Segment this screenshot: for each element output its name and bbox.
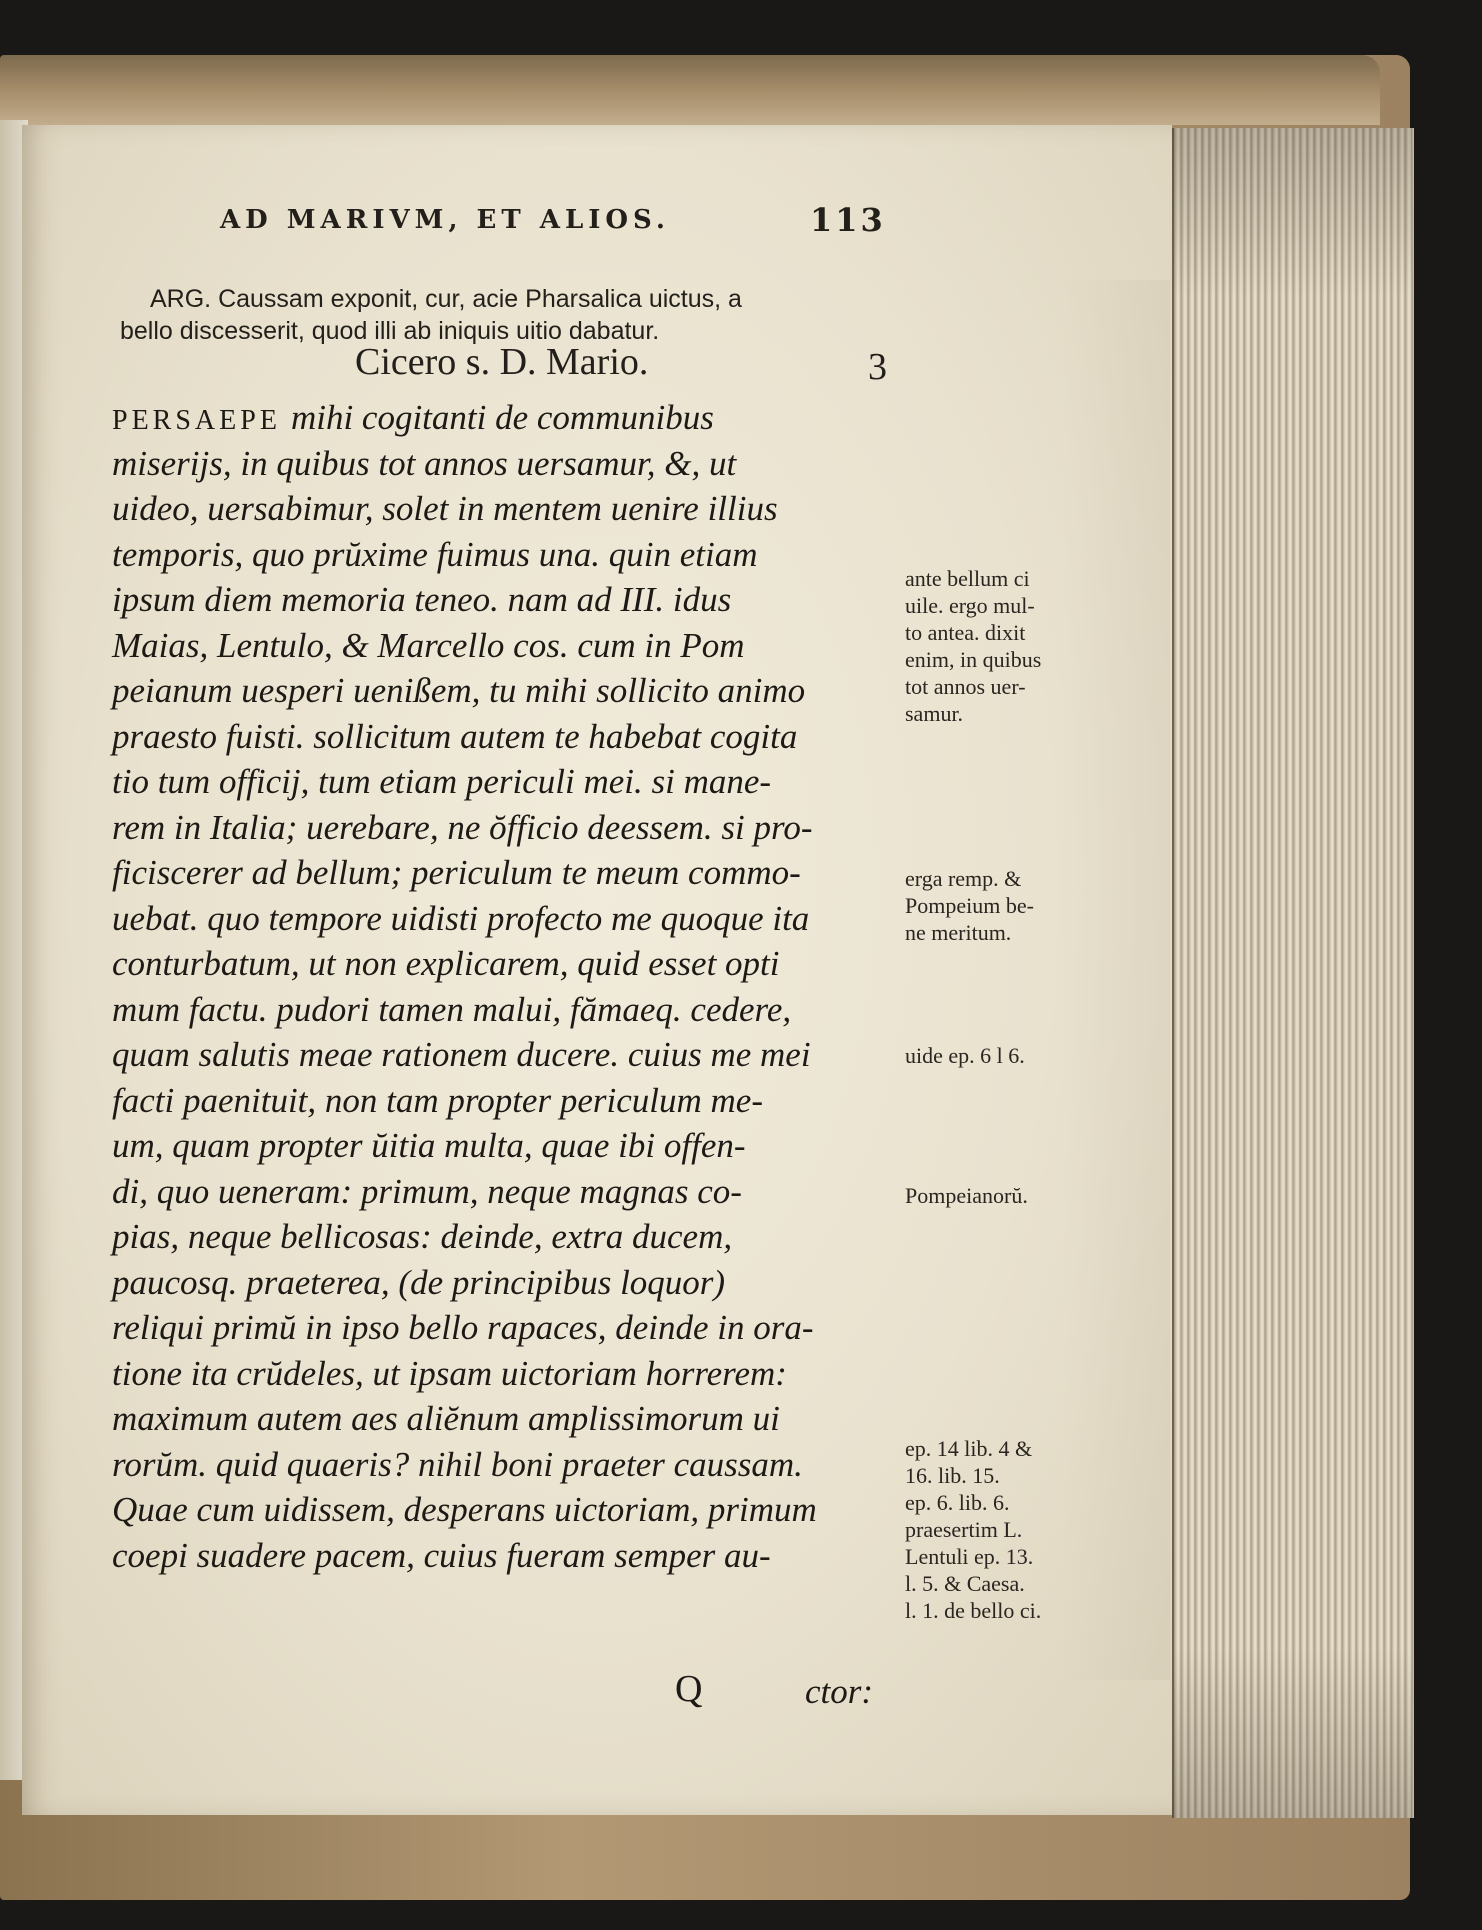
body-line: maximum autem aes aliĕnum amplissimorum ui	[112, 1399, 780, 1438]
body-line: pias, neque bellicosas: deinde, extra ducem,	[112, 1217, 733, 1256]
body-line-text: mihi cogitanti de communibus	[290, 398, 714, 437]
argument-summary	[120, 283, 910, 347]
margin-note	[905, 1182, 1135, 1209]
page-block-shadow	[1172, 128, 1412, 1818]
margin-note-line: Pompeium be-	[905, 893, 1034, 918]
body-line: Quae cum uidissem, desperans uictoriam, primum	[112, 1490, 817, 1529]
body-line: coepi suadere pacem, cuius fueram semper au-	[112, 1535, 771, 1575]
body-line: temporis, quo prŭxime fuimus una. quin etiam	[112, 534, 758, 574]
signature-mark: Q	[675, 1668, 703, 1710]
catchword: ctor:	[805, 1672, 874, 1711]
body-line: conturbatum, ut non explicarem, quid esset opti	[112, 944, 780, 983]
body-line: rem in Italia; uerebare, ne ŏfficio deessem. si pro-	[112, 807, 813, 847]
margin-note-line: uile. ergo mul-	[905, 593, 1035, 618]
argument-line: ARG. Caussam exponit, cur, acie Pharsalica uictus, a	[150, 285, 742, 313]
body-line: um, quam propter ŭitia multa, quae ibi offen-	[112, 1126, 746, 1165]
margin-note-line: ne meritum.	[905, 920, 1012, 945]
body-line: tione ita crŭdeles, ut ipsam uictoriam horrerem:	[112, 1353, 787, 1393]
body-line: paucosq. praeterea, (de principibus loquor)	[112, 1262, 726, 1302]
body-line: ficiscerer ad bellum; periculum te meum commo-	[112, 853, 801, 892]
argument-line: bello discesserit, quod illi ab iniquis uitio dabatur.	[120, 317, 660, 345]
body-line: rorŭm. quid quaeris? nihil boni praeter caussam.	[112, 1444, 803, 1484]
margin-note-line: ep. 14 lib. 4 &	[905, 1436, 1033, 1461]
body-line: tio tum officij, tum etiam periculi mei. si mane-	[112, 762, 772, 801]
body-line: Maias, Lentulo, & Marcello cos. cum in Pom	[112, 625, 745, 665]
body-line	[112, 395, 902, 441]
body-line: ipsum diem memoria teneo. nam ad III. idus	[112, 580, 732, 619]
margin-note-line: erga remp. &	[905, 866, 1022, 891]
letter-number: 3	[868, 346, 887, 388]
margin-note-line: enim, in quibus	[905, 647, 1042, 672]
body-line: quam salutis meae rationem ducere. cuius me mei	[112, 1035, 811, 1074]
body-line: miserijs, in quibus tot annos uersamur, &, ut	[112, 443, 737, 483]
body-line: uideo, uersabimur, solet in mentem uenire illius	[112, 489, 778, 528]
letter-body	[112, 395, 902, 1578]
margin-note-line: l. 5. & Caesa.	[905, 1571, 1025, 1596]
body-line: mum factu. pudori tamen malui, fămaeq. cedere,	[112, 989, 792, 1029]
body-line: peianum uesperi uenißem, tu mihi sollicito animo	[112, 671, 806, 710]
incipit-word: PERSAEPE	[112, 405, 281, 436]
letter-salutation: Cicero s. D. Mario.	[355, 341, 649, 383]
body-line: di, quo ueneram: primum, neque magnas co-	[112, 1171, 742, 1211]
margin-note-line: samur.	[905, 701, 964, 726]
body-line: praesto fuisti. sollicitum autem te habebat cogita	[112, 716, 798, 756]
margin-note	[905, 1042, 1135, 1069]
margin-note	[905, 865, 1135, 946]
margin-note	[905, 1435, 1135, 1624]
body-line: facti paenituit, non tam propter periculum me-	[112, 1080, 763, 1120]
body-line: reliqui primŭ in ipso bello rapaces, deinde in ora-	[112, 1308, 814, 1347]
page-number: 113	[810, 201, 886, 239]
margin-note	[905, 565, 1135, 727]
margin-note-line: to antea. dixit	[905, 620, 1026, 645]
page-header	[210, 201, 910, 245]
body-line: uebat. quo tempore uidisti profecto me quoque ita	[112, 898, 810, 938]
margin-note-line: praesertim L.	[905, 1517, 1023, 1542]
margin-note-line: Pompeianorŭ.	[905, 1183, 1028, 1208]
running-head: AD MARIVM, ET ALIOS.	[220, 205, 670, 235]
margin-note-line: uide ep. 6 l 6.	[905, 1043, 1025, 1068]
margin-note-line: ep. 6. lib. 6.	[905, 1490, 1010, 1515]
margin-note-line: tot annos uer-	[905, 674, 1026, 699]
book-spine-top	[0, 55, 1380, 125]
margin-note-line: Lentuli ep. 13.	[905, 1544, 1034, 1569]
margin-note-line: 16. lib. 15.	[905, 1463, 1000, 1488]
margin-note-line: ante bellum ci	[905, 566, 1030, 591]
margin-note-line: l. 1. de bello ci.	[905, 1598, 1042, 1623]
